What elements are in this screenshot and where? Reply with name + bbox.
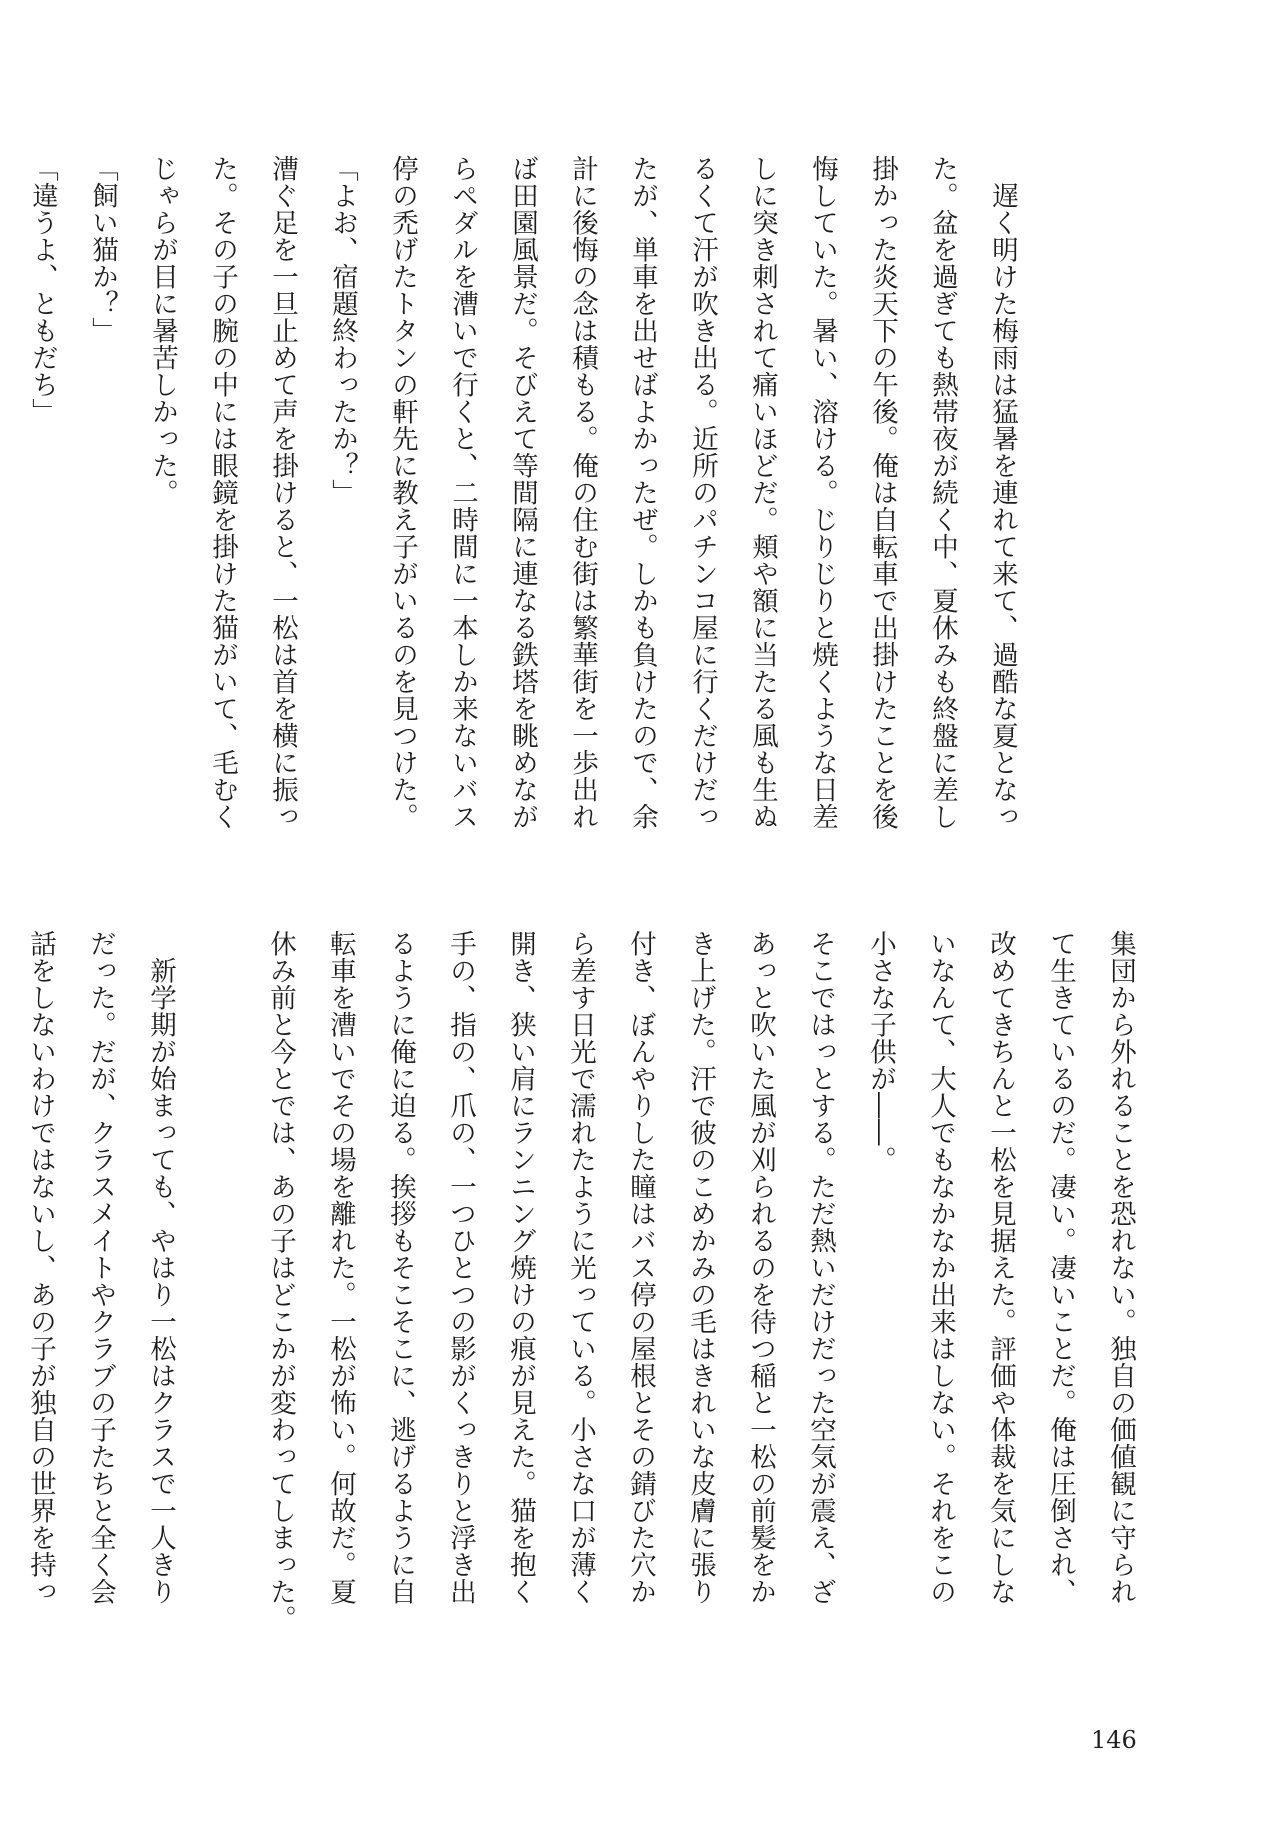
text-line: 「よお、宿題終わったか？」 [327,155,358,506]
text-line: るくて汗が吹き出る。近所のパチンコ屋に行くだけだっ [687,155,718,830]
text-line: 転車を漕いでその場を離れた。一松が怖い。何故だ。夏 [325,930,356,1605]
text-line: じゃらが目に暑苦しかった。 [147,155,178,506]
page-number: 146 [1091,1726,1137,1754]
text-line: 悔していた。暑い、溶ける。じりじりと焼くような日差 [807,155,838,830]
text-line: た。その子の腕の中には眼鏡を掛けた猫がいて、毛むく [207,155,238,830]
text-line: 新学期が始まっても、やはり一松はクラスで一人きり [145,930,176,1605]
text-line: ら差す日光で濡れたように光っている。小さな口が薄く [565,930,596,1605]
text-line: 開き、狭い肩にランニング焼けの痕が見えた。猫を抱く [505,930,536,1605]
text-line: るように俺に迫る。挨拶もそこそこに、逃げるように自 [385,930,416,1605]
text-line: 小さな子供が――。 [865,930,896,1173]
text-line: 手の、指の、爪の、一つひとつの影がくっきりと浮き出 [445,930,476,1605]
text-line: 集団から外れることを恐れない。独自の価値観に守られ [1105,930,1136,1605]
lower-text-block [0,930,1150,1650]
text-line: あっと吹いた風が刈られるのを待つ稲と一松の前髪をか [745,930,776,1605]
text-line: ば田園風景だ。そびえて等間隔に連なる鉄塔を眺めなが [507,155,538,830]
upper-text-block [0,155,1032,875]
text-line: 掛かった炎天下の午後。俺は自転車で出掛けたことを後 [867,155,898,830]
text-line: た。盆を過ぎても熱帯夜が続く中、夏休みも終盤に差し [927,155,958,830]
text-line: 遅く明けた梅雨は猛暑を連れて来て、過酷な夏となっ [987,155,1018,830]
text-line: たが、単車を出せばよかったぜ。しかも負けたので、余 [627,155,658,830]
text-line: そこではっとする。ただ熱いだけだった空気が震え、ざ [805,930,836,1605]
text-line: 改めてきちんと一松を見据えた。評価や体裁を気にしな [985,930,1016,1605]
text-line: 「違うよ、ともだち」 [27,155,58,425]
text-line: いなんて、大人でもなかなか出来はしない。それをこの [925,930,956,1605]
text-line: だった。だが、クラスメイトやクラブの子たちと全く会 [85,930,116,1605]
text-line [0,155,12,875]
text-line: 計に後悔の念は積もる。俺の住む街は繁華街を一歩出れ [567,155,598,830]
text-line: き上げた。汗で彼のこめかみの毛はきれいな皮膚に張り [685,930,716,1605]
text-line: て生きているのだ。凄い。凄いことだ。俺は圧倒され、 [1045,930,1076,1605]
text-line [190,930,250,1650]
text-line: らペダルを漕いで行くと、二時間に一本しか来ないバス [447,155,478,830]
text-line: 「飼い猫か？」 [87,155,118,344]
text-line: 停の禿げたトタンの軒先に教え子がいるのを見つけた。 [387,155,418,830]
text-line: 漕ぐ足を一旦止めて声を掛けると、一松は首を横に振っ [267,155,298,830]
text-line: 話をしないわけではないし、あの子が独自の世界を持っ [25,930,56,1605]
text-line: 付き、ぼんやりした瞳はバス停の屋根とその錆びた穴か [625,930,656,1605]
text-line: 休み前と今とでは、あの子はどこかが変わってしまった。 [265,930,296,1632]
text-line: しに突き刺されて痛いほどだ。頬や額に当たる風も生ぬ [747,155,778,830]
text-line [0,930,10,1650]
